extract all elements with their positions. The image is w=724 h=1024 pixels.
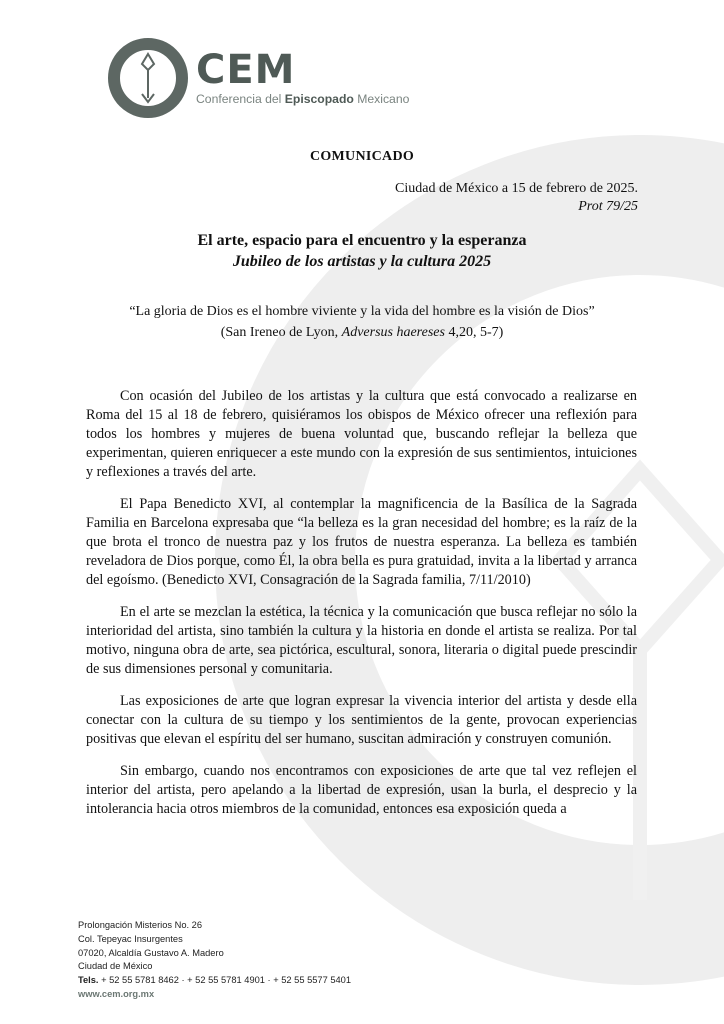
body-paragraph: Con ocasión del Jubileo de los artistas y la cultura que está convocado a realizarse en Roma del 15 al 18 de febrero, quisiéramos los obispos de México ofrecer una reflexión para todos los hombres y mujeres de buena voluntad que, buscando reflejar la belleza que experimentan, quieren enriquecer a este mundo con la expresión de sus sentimientos, intuiciones y reflexiones a través del arte. — [86, 388, 637, 480]
footer-address-line: Col. Tepeyac Insurgentes — [78, 933, 183, 944]
document-subtitle: Jubileo de los artistas y la cultura 2025 — [232, 253, 492, 270]
footer-phones: Tels. + 52 55 5781 8462 · + 52 55 5781 4901 · + 52 55 5577 5401 — [78, 975, 352, 986]
body-paragraph: Las exposiciones de arte que logran expresar la vivencia interior del artista y desde ella conectar con la cultura de su tiempo y los sentimientos de la gente, provocan experiencias positivas que elevan el espíritu del ser humano, suscitan admiración y construyen comunión. — [86, 693, 637, 747]
cem-logo-icon — [106, 36, 190, 120]
body-paragraph: Sin embargo, cuando nos encontramos con exposiciones de arte que tal vez reflejen el interior del artista, pero apelando a la libertad de expresión, usan la burla, el desprecio y la intolerancia hacia otros miembros de la comunidad, entonces esa exposición queda a — [86, 763, 637, 817]
epigraph-quote: “La gloria de Dios es el hombre viviente y la vida del hombre es la visión de Dios” — [129, 304, 595, 319]
logo-subtitle: Conferencia del Episcopado Mexicano — [196, 92, 410, 106]
protocol-reference: Prot 79/25 — [578, 199, 638, 214]
footer-address-line: Ciudad de México — [78, 961, 153, 972]
epigraph-citation: (San Ireneo de Lyon, Adversus haereses 4,20, 5-7) — [220, 325, 504, 340]
document-type: COMUNICADO — [309, 149, 415, 164]
body-paragraph: En el arte se mezclan la estética, la técnica y la comunicación que busca reflejar no sólo la interioridad del artista, sino también la cultura y la historia en donde el artista se realiza. Por tal motivo, ninguna obra de arte, sea pictórica, escultural, sonora, literaria o digital puede prescindir de sus dimensiones personal y comunitaria. — [86, 604, 637, 677]
logo-acronym: CEM — [196, 47, 296, 93]
footer-address-line: Prolongación Misterios No. 26 — [78, 920, 203, 930]
cem-logo — [106, 36, 409, 120]
document-title: El arte, espacio para el encuentro y la esperanza — [197, 232, 527, 249]
body-paragraph: El Papa Benedicto XVI, al contemplar la magnificencia de la Basílica de la Sagrada Familia en Barcelona expresaba que “la belleza es la gran necesidad del hombre; es la raíz de la que brota el tronco de nuestra paz y los frutos de nuestra esperanza. La belleza es también reveladora de Dios porque, como Él, la obra bella es pura gratuidad, invita a la libertad y arranca del egoísmo. (Benedicto XVI, Consagración de la Sagrada familia, 7/11/2010) — [86, 496, 637, 588]
footer-contact — [78, 919, 351, 1002]
document-date: Ciudad de México a 15 de febrero de 2025. — [395, 181, 638, 196]
footer-address-line: 07020, Alcaldía Gustavo A. Madero — [78, 947, 224, 958]
footer-website: www.cem.org.mx — [78, 988, 155, 999]
document-body — [86, 387, 637, 832]
